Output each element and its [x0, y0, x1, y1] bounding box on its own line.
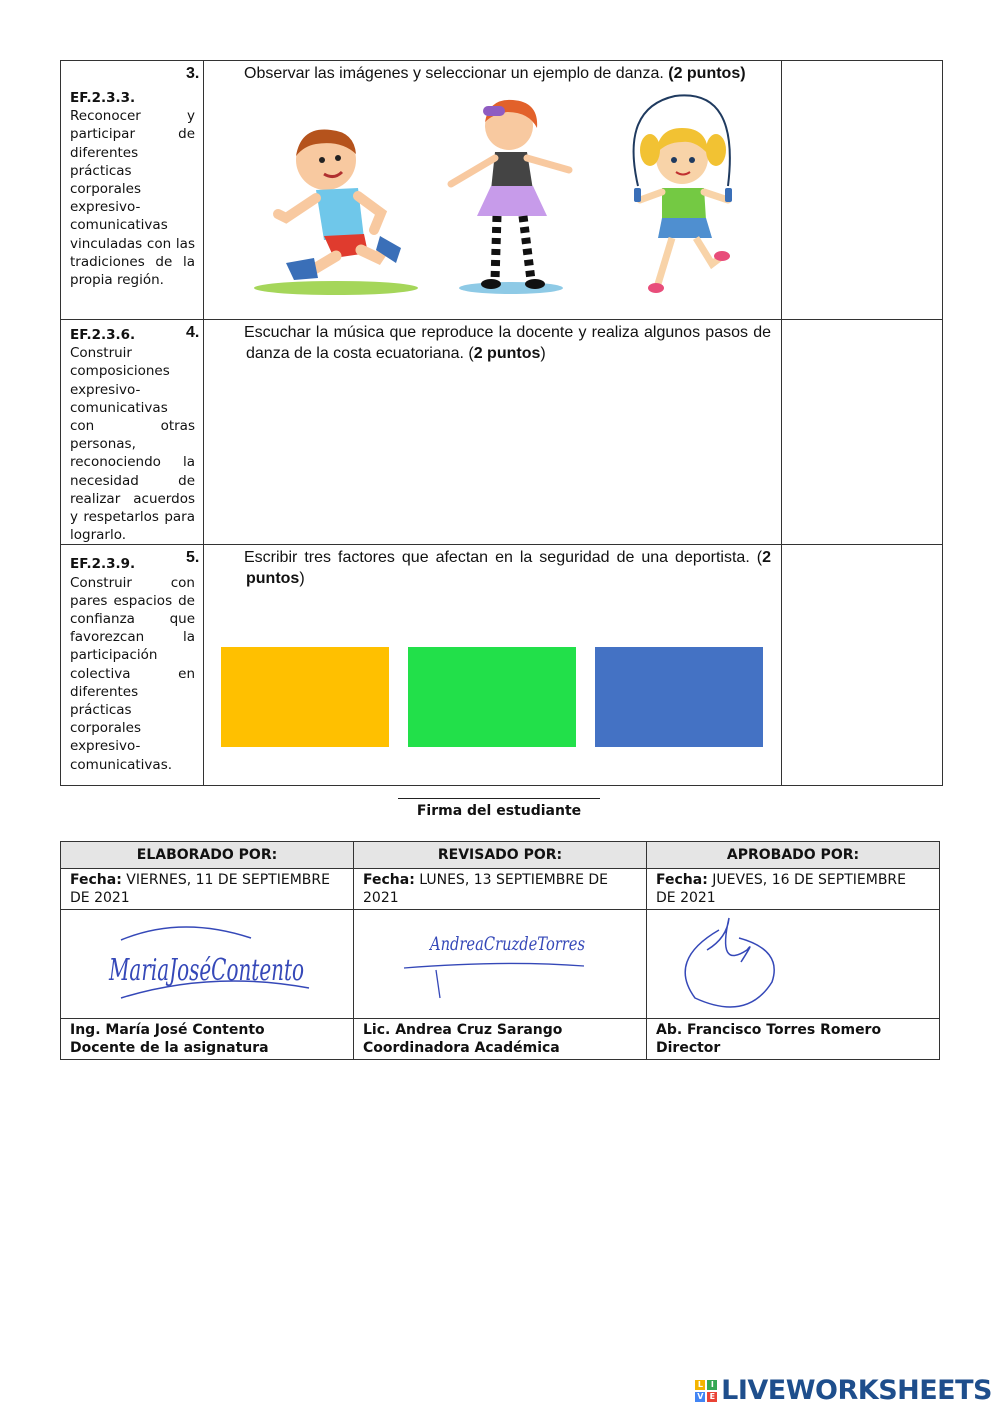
criterion-cell	[61, 320, 204, 545]
answer-box-3[interactable]	[595, 647, 763, 747]
dancing-girl-image[interactable]	[441, 98, 576, 298]
activity-row-3	[61, 61, 943, 320]
date-label: Fecha:	[363, 872, 415, 888]
question-number: 5.	[186, 549, 200, 567]
approval-names-row	[61, 1019, 940, 1060]
logo-tile: L	[695, 1380, 705, 1390]
criterion-cell	[61, 61, 204, 320]
logo-tile: E	[707, 1392, 717, 1402]
question-prompt: Escribir tres factores que afectan en la seguridad de una deportista. (	[244, 549, 763, 567]
dance-image-options	[216, 84, 771, 298]
svg-text:MariaJoséContento: MariaJoséContento	[108, 953, 304, 988]
signer-revisado	[354, 1019, 647, 1060]
question-close: )	[540, 345, 546, 362]
activity-table	[60, 60, 943, 786]
approval-table	[60, 841, 940, 1060]
liveworksheets-logo-icon	[695, 1380, 717, 1402]
criterion-cell	[61, 545, 204, 786]
date-aprobado	[647, 869, 940, 910]
activity-row-4	[61, 320, 943, 545]
answer-cell[interactable]	[782, 61, 943, 320]
date-value: LUNES, 13 SEPTIEMBRE DE 2021	[363, 872, 609, 906]
date-revisado	[354, 869, 647, 910]
brand-text: LIVEWORKSHEETS	[721, 1375, 992, 1406]
signer-role: Docente de la asignatura	[70, 1040, 269, 1056]
signature-image	[647, 910, 939, 1014]
question-cell	[186, 545, 782, 786]
question-text	[186, 63, 771, 84]
student-signature-label: Firma del estudiante	[416, 803, 582, 819]
criterion-text: Construir composiciones expresivo-comunicativas con otras personas, reconociendo la necesidad de realizar acuerdos y respetarlos para lograrlo.	[70, 345, 195, 544]
signer-name: Ab. Francisco Torres Romero	[656, 1022, 882, 1038]
signer-name: Lic. Andrea Cruz Sarango	[363, 1022, 563, 1038]
header-elaborado: ELABORADO POR:	[61, 842, 354, 869]
date-label: Fecha:	[70, 872, 122, 888]
criterion-text: Construir con pares espacios de confianza que favorezcan la participación colectiva en diferentes prácticas corporales expresivo-comunicativas.	[70, 574, 195, 773]
date-value: VIERNES, 11 DE SEPTIEMBRE DE 2021	[70, 872, 330, 906]
approval-header-row	[61, 842, 940, 869]
signature-revisado	[354, 910, 647, 1019]
date-elaborado	[61, 869, 354, 910]
answer-cell[interactable]	[782, 320, 943, 545]
question-text	[186, 547, 771, 589]
question-points: 2 puntos	[473, 345, 541, 362]
question-prompt: Observar las imágenes y seleccionar un ejemplo de danza.	[244, 65, 664, 82]
logo-tile: I	[707, 1380, 717, 1390]
signature-elaborado	[61, 910, 354, 1019]
signer-role: Director	[656, 1040, 721, 1056]
signature-image	[354, 910, 646, 1014]
answer-cell[interactable]	[782, 545, 943, 786]
question-points: 2 puntos	[246, 549, 771, 588]
activity-row-5	[61, 545, 943, 786]
svg-text:AndreaCruzdeTorres: AndreaCruzdeTorres	[428, 933, 586, 955]
signer-aprobado	[647, 1019, 940, 1060]
question-cell	[186, 61, 782, 320]
criterion-text: Reconocer y participar de diferentes prácticas corporales expresivo-comunicativas vinculadas con las tradiciones de la propia región.	[70, 108, 195, 289]
approval-date-row	[61, 869, 940, 910]
answer-boxes	[216, 589, 771, 747]
question-text	[186, 322, 771, 364]
header-aprobado: APROBADO POR:	[647, 842, 940, 869]
running-boy-image[interactable]	[246, 118, 416, 298]
signature-image	[61, 910, 353, 1014]
question-close: )	[299, 570, 305, 588]
question-number: 3.	[186, 65, 200, 82]
signer-role: Coordinadora Académica	[363, 1040, 560, 1056]
signature-aprobado	[647, 910, 940, 1019]
date-label: Fecha:	[656, 872, 708, 888]
question-points: (2 puntos)	[668, 65, 746, 82]
question-prompt: Escuchar la música que reproduce la docente y realiza algunos pasos de danza de la costa ecuatoriana. (	[244, 324, 771, 362]
answer-box-1[interactable]	[221, 647, 389, 747]
jump-rope-girl-image[interactable]	[600, 88, 765, 298]
header-revisado: REVISADO POR:	[354, 842, 647, 869]
logo-tile: V	[695, 1392, 705, 1402]
liveworksheets-brand[interactable]	[695, 1375, 992, 1406]
criterion-code: EF.2.3.6.	[70, 327, 136, 343]
question-cell	[186, 320, 782, 545]
approval-signature-row	[61, 910, 940, 1019]
signer-name: Ing. María José Contento	[70, 1022, 265, 1038]
date-value: JUEVES, 16 DE SEPTIEMBRE DE 2021	[656, 872, 906, 906]
criterion-code: EF.2.3.9.	[70, 556, 136, 573]
criterion-code: EF.2.3.3.	[70, 90, 136, 106]
answer-box-2[interactable]	[408, 647, 576, 747]
signer-elaborado	[61, 1019, 354, 1060]
student-signature-line	[398, 798, 600, 799]
question-number: 4.	[186, 324, 200, 341]
